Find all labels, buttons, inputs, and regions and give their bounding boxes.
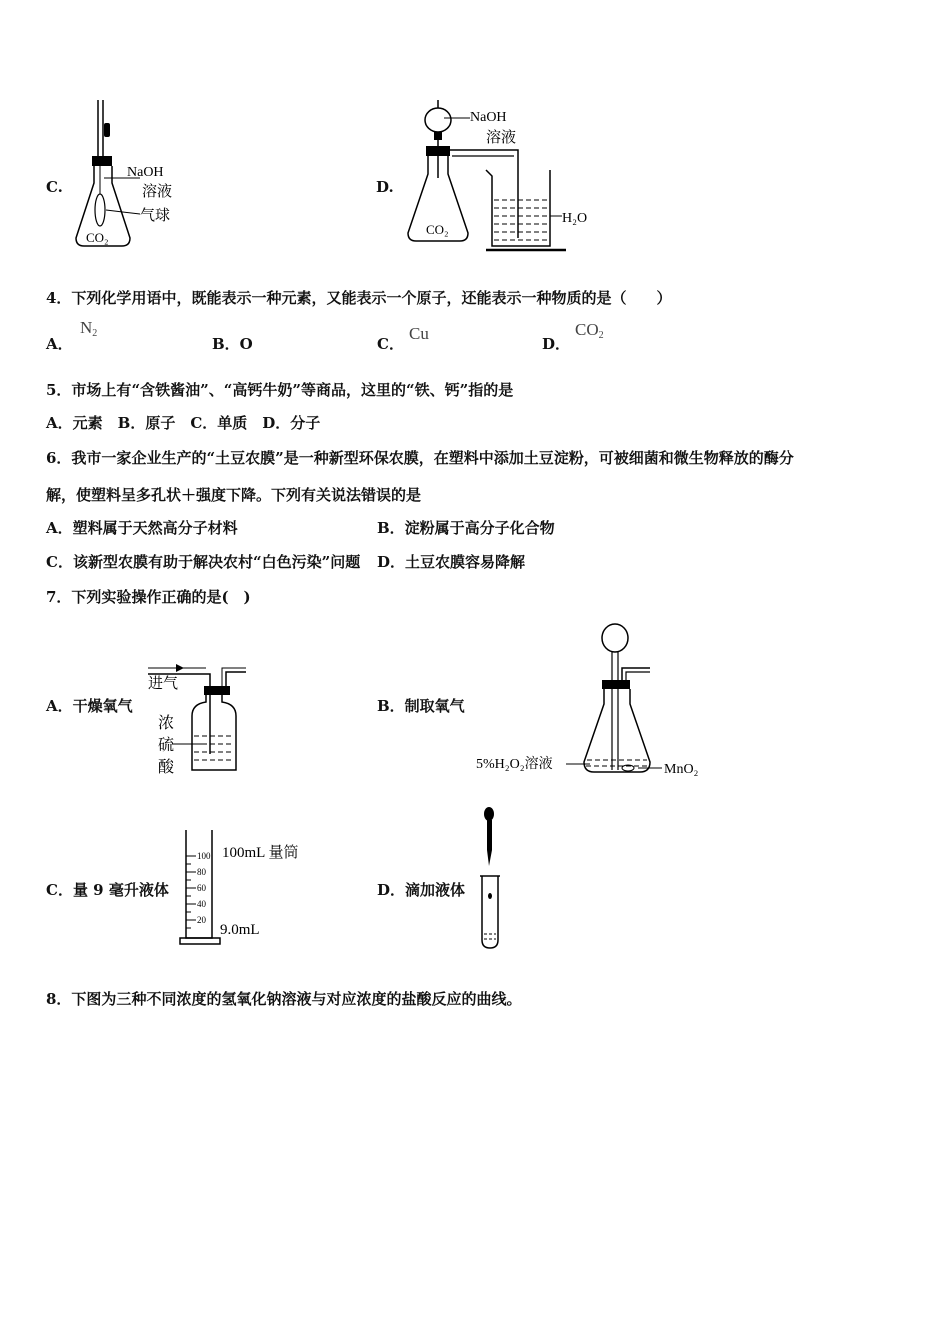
q7b-oxygen-generation-figure (474, 622, 714, 784)
q7c-tick-40: 40 (197, 899, 206, 909)
q7a-gas-washing-bottle-figure (146, 660, 256, 782)
q3d-naoh-label: NaOH (470, 110, 507, 125)
q3c-solution-label: 溶液 (142, 184, 173, 200)
q3-option-d-label: D. (376, 178, 394, 196)
q5-stem: 5．市场上有“含铁酱油”、“高钙牛奶”等商品，这里的“铁、钙”指的是 (46, 381, 514, 399)
q7b-solution-label: 5%H₂O₂溶液 (476, 757, 553, 772)
q3d-h2o-label: H₂O (562, 211, 588, 226)
q7c-tick-100: 100 (197, 851, 211, 861)
q6-option-c: C．该新型农膜有助于解决农村“白色污染”问题 (46, 553, 361, 571)
q4-option-d-label: D． (542, 335, 571, 353)
q4-option-c-label: C． (377, 335, 404, 353)
q3d-co2-label: CO₂ (426, 222, 449, 237)
q4-stem: 4．下列化学用语中，既能表示一种元素，又能表示一个原子，还能表示一种物质的是（ ） (46, 289, 672, 307)
q6-stem-line1: 6．我市一家企业生产的“土豆农膜”是一种新型环保农膜，在塑料中添加土豆淀粉，可被细菌和微生物释放的酶分 (46, 449, 794, 467)
q3c-naoh-label: NaOH (127, 165, 164, 180)
q6-stem-line2: 解，使塑料呈多孔状＋强度下降。下列有关说法错误的是 (46, 486, 422, 504)
q7c-graduated-cylinder-figure (176, 826, 326, 950)
q3-option-c-label: C. (46, 178, 63, 196)
q4-option-c-formula: Cu (409, 324, 429, 343)
q3-figure-d-flask-funnel (400, 98, 600, 256)
q7c-reading-label: 9.0mL (220, 922, 260, 938)
q4-option-a-label: A． (46, 335, 73, 353)
q7c-tick-80: 80 (197, 867, 206, 877)
q7d-dropper-test-tube-figure (474, 806, 508, 952)
q4-option-b: B．O (212, 335, 253, 353)
q4-option-a-formula: $N_2$ (80, 318, 98, 339)
q7b-catalyst-label: MnO₂ (664, 762, 699, 777)
q3c-balloon-label: 气球 (140, 208, 171, 224)
q5-options: A．元素 B．原子 C．单质 D．分子 (46, 414, 321, 432)
q3-figure-c-flask-balloon (70, 98, 200, 253)
q3c-co2-label: CO₂ (86, 230, 109, 245)
q7c-cylinder-label: 100mL 量筒 (222, 845, 299, 861)
q7a-acid-label-3: 酸 (158, 759, 175, 776)
q7a-inlet-label: 进气 (148, 676, 179, 692)
q7c-tick-20: 20 (197, 915, 206, 925)
q7a-acid-label-1: 浓 (158, 715, 175, 732)
q6-option-b: B．淀粉属于高分子化合物 (377, 519, 555, 537)
q7-option-a: A．干燥氧气 (46, 697, 133, 715)
q6-option-a: A．塑料属于天然高分子材料 (46, 519, 238, 537)
q7-option-d: D．滴加液体 (377, 881, 466, 899)
q7a-acid-label-2: 硫 (158, 737, 175, 754)
q7-stem: 7．下列实验操作正确的是( ) (46, 588, 251, 606)
q6-option-d: D．土豆农膜容易降解 (377, 553, 526, 571)
q7-option-c: C．量 9 毫升液体 (46, 881, 169, 899)
q4-option-d-formula: $CO_2$ (575, 320, 604, 341)
q3d-solution-label: 溶液 (486, 130, 517, 146)
q7c-tick-60: 60 (197, 883, 206, 893)
q8-stem: 8．下图为三种不同浓度的氢氧化钠溶液与对应浓度的盐酸反应的曲线。 (46, 990, 522, 1008)
q7-option-b: B．制取氧气 (377, 697, 465, 715)
